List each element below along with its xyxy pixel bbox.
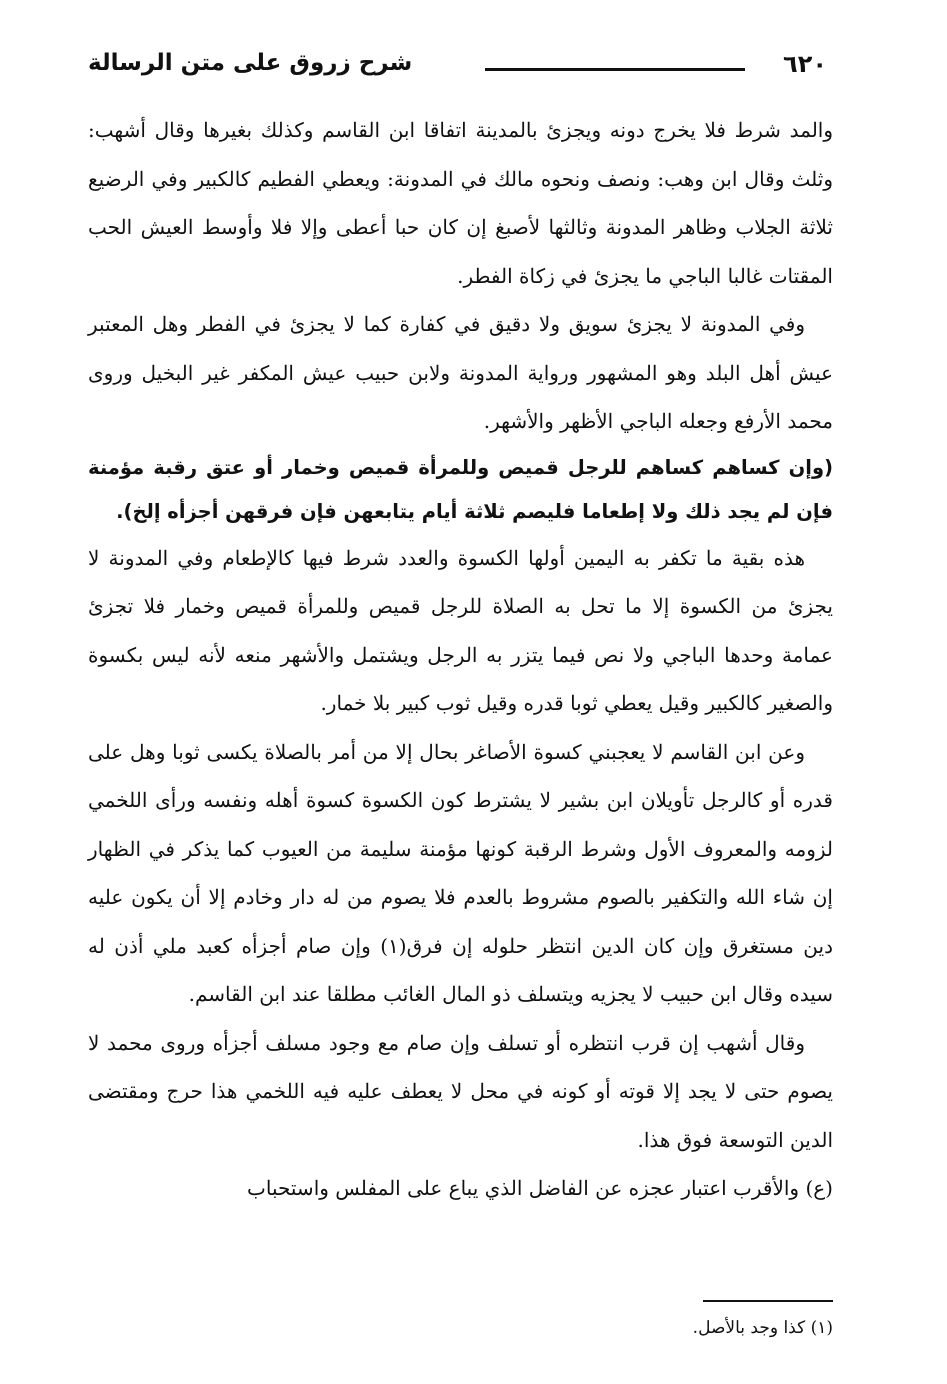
footnote-rule [703, 1300, 833, 1302]
paragraph-5: وقال أشهب إن قرب انتظره أو تسلف وإن صام مع وجود مسلف أجزأه وروى محمد لا يصوم حتى لا يجد إلا قوته أو كونه في محل لا يعطف عليه فيه اللخمي هذا حرج ومقتضى الدين التوسعة فوق هذا. [88, 1030, 834, 1152]
paragraph-2: وفي المدونة لا يجزئ سويق ولا دقيق في كفارة كما لا يجزئ في الفطر وهل المعتبر عيش أهل البلد وهو المشهور ورواية المدونة ولابن حبيب عيش المكفر غير البخيل وروى محمد الأرفع وجعله الباجي الأظهر والأشهر. [88, 312, 834, 433]
paragraph-6: (ع) والأقرب اعتبار عجزه عن الفاضل الذي يباع على المفلس واستحباب [247, 1176, 833, 1200]
running-title: شرح زروق على متن الرسالة [88, 50, 413, 76]
paragraph-1: والمد شرط فلا يخرج دونه ويجزئ بالمدينة اتفاقا ابن القاسم وكذلك بغيرها وقال أشهب: وثلث وقال ابن وهب: ونصف ونحوه مالك في المدونة: ويعطي الفطيم كالكبير وفي الرضيع ثلاثة الجلاب وظاهر المدونة وثالثها لأصبغ إن كان حبا أعطى وإلا فلا وأوسط العيش الحب المقتات غالبا الباجي ما يجزئ في زكاة الفطر. [88, 118, 834, 288]
header-rule [485, 68, 745, 71]
paragraph-4: وعن ابن القاسم لا يعجبني كسوة الأصاغر بحال إلا من أمر بالصلاة يكسى ثوبا وهل على قدره أو كالرجل تأويلان ابن بشير لا يشترط كون الكسوة كسوة أهله ونفسه ورأى اللخمي لزومه والمعروف الأول وشرط الرقبة كونها مؤمنة سليمة من العيوب كما يذكر في الظهار إن شاء الله والتكفير بالصوم مشروط بالعدم فلا يصوم من له دار وخادم إلا أن يكون عليه دين مستغرق وإن كان الدين انتظر حلوله إن فرق(١) وإن صام أجزأه كعبد ملي أذن له سيده وقال ابن حبيب لا يجزيه ويتسلف ذو المال الغائب مطلقا عند ابن القاسم. [88, 739, 833, 1006]
book-page [88, 40, 833, 1360]
page-body [88, 106, 833, 1213]
page-header [88, 40, 833, 92]
page-number: ٦٢٠ [783, 50, 827, 78]
paragraph-3: هذه بقية ما تكفر به اليمين أولها الكسوة والعدد شرط فيها كالإطعام وفي المدونة لا يجزئ من الكسوة إلا ما تحل به الصلاة للرجل قميص وللمرأة قميص وخمار فلا تجزئ عمامة وحدها الباجي ولا نص فيما يتزر به الرجل ويشتمل والأشهر منعه لأنه ليس بكسوة والصغير كالكبير وقيل يعطي ثوبا قدره وقيل ثوب كبير بلا خمار. [88, 545, 833, 715]
footnote: (١) كذا وجد بالأصل. [692, 1318, 833, 1338]
matn-quote: (وإن كساهم كساهم للرجل قميص وللمرأة قميص وخمار أو عتق رقبة مؤمنة فإن لم يجد ذلك ولا إطعاما فليصم ثلاثة أيام يتابعهن فإن فرقهن أجزأه إلخ). [88, 455, 833, 523]
